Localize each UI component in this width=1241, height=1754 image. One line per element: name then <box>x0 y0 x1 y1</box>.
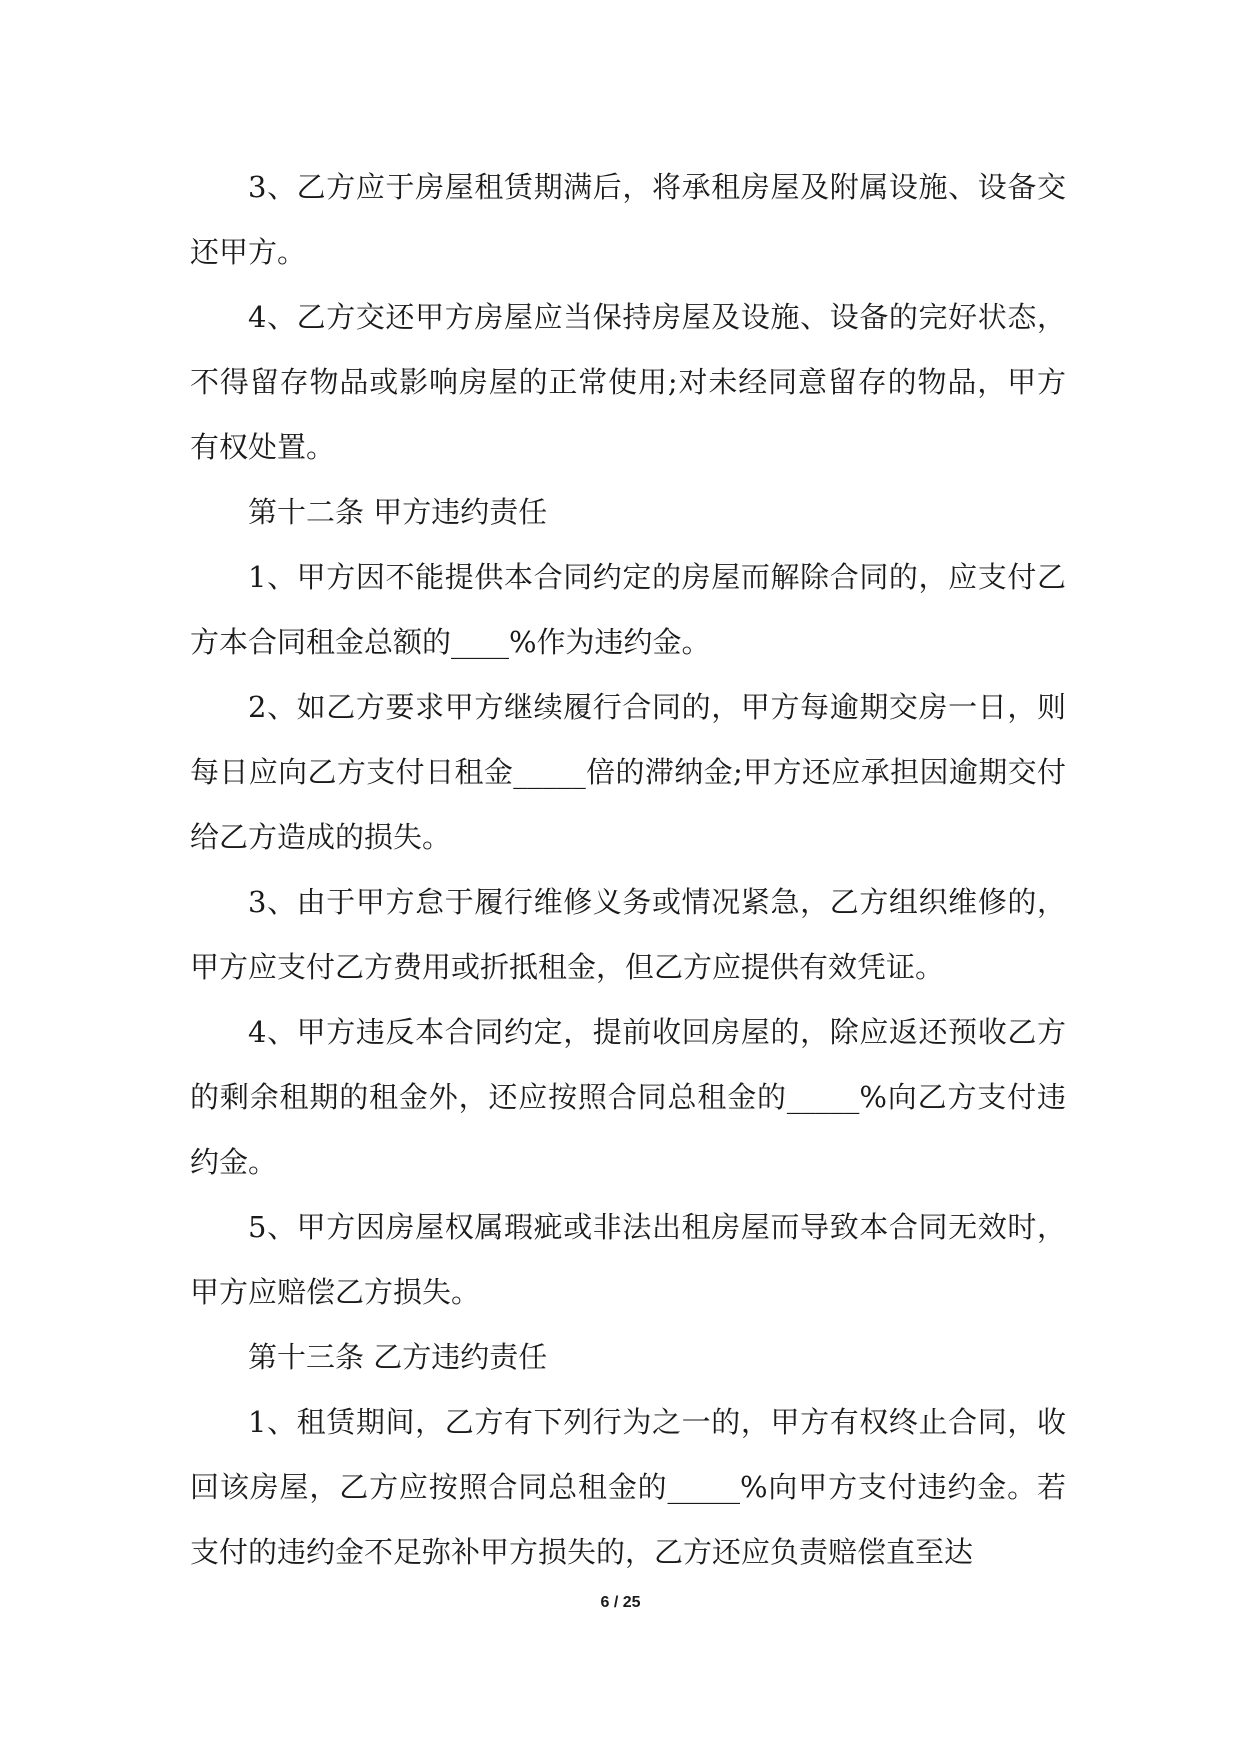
heading-article-13: 第十三条 乙方违约责任 <box>248 1340 548 1374</box>
paragraph-clause-12-1: 1、甲方因不能提供本合同约定的房屋而解除合同的，应支付乙方本合同租金总额的____%作为违约金。 <box>190 560 1066 659</box>
paragraph-clause-12-4: 4、甲方违反本合同约定，提前收回房屋的，除应返还预收乙方的剩余租期的租金外，还应按照合同总租金的_____%向乙方支付违约金。 <box>190 1015 1066 1179</box>
paragraph-clause-12-5: 5、甲方因房屋权属瑕疵或非法出租房屋而导致本合同无效时，甲方应赔偿乙方损失。 <box>190 1210 1066 1309</box>
paragraph-clause-11-3: 3、乙方应于房屋租赁期满后，将承租房屋及附属设施、设备交还甲方。 <box>190 170 1066 269</box>
page-number: 6 / 25 <box>600 1594 641 1611</box>
document-body <box>190 155 1066 1585</box>
paragraph-clause-12-2: 2、如乙方要求甲方继续履行合同的，甲方每逾期交房一日，则每日应向乙方支付日租金_____倍的滞纳金;甲方还应承担因逾期交付给乙方造成的损失。 <box>190 690 1066 854</box>
heading-article-12: 第十二条 甲方违约责任 <box>248 495 548 529</box>
paragraph-clause-12-3: 3、由于甲方怠于履行维修义务或情况紧急，乙方组织维修的，甲方应支付乙方费用或折抵租金，但乙方应提供有效凭证。 <box>190 885 1066 984</box>
paragraph-clause-11-4: 4、乙方交还甲方房屋应当保持房屋及设施、设备的完好状态，不得留存物品或影响房屋的正常使用;对未经同意留存的物品，甲方有权处置。 <box>190 300 1066 464</box>
paragraph-clause-13-1: 1、租赁期间，乙方有下列行为之一的，甲方有权终止合同，收回该房屋，乙方应按照合同总租金的_____%向甲方支付违约金。若支付的违约金不足弥补甲方损失的，乙方还应负责赔偿直至达 <box>190 1405 1066 1569</box>
